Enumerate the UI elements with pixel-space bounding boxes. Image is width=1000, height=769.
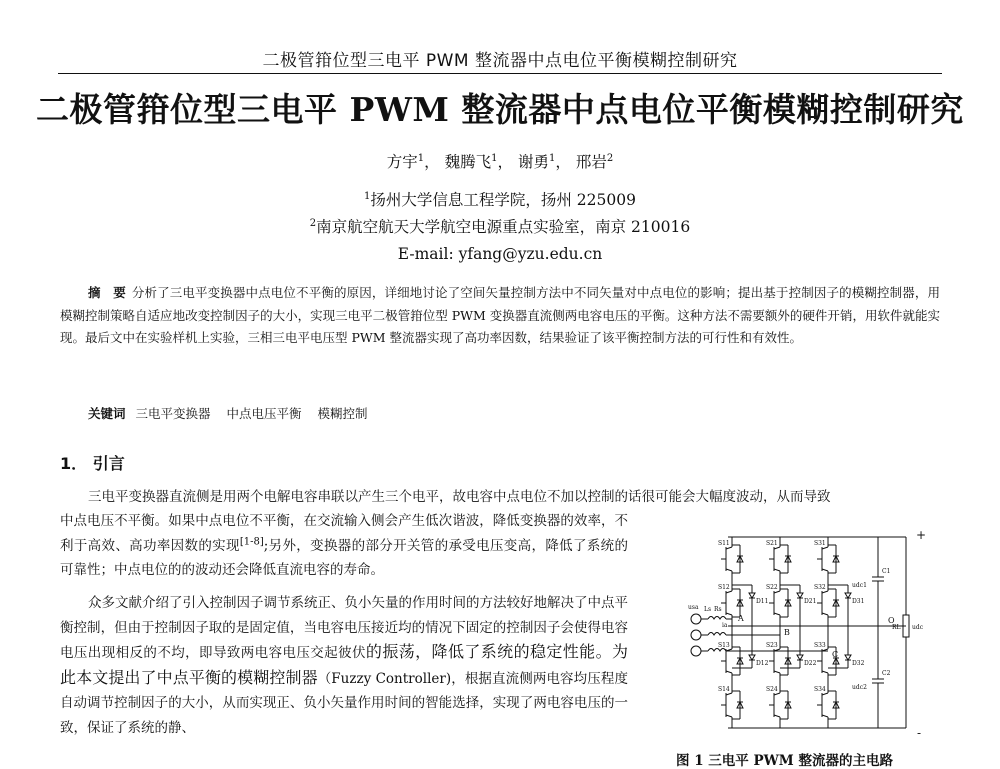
udc1-label: udc1 <box>852 582 867 589</box>
switch-label: S11 <box>718 540 730 547</box>
switch-emitter <box>726 671 732 673</box>
author-name: 魏腾飞 <box>444 153 492 171</box>
switch-emitter <box>774 569 780 571</box>
udc-label: udc <box>912 624 924 631</box>
diode-label: D32 <box>852 660 865 667</box>
c2-label: C2 <box>882 670 891 677</box>
para1-text-b: ;另外，变换器的部分开关管的承受电压变高，降低了系统的可靠性；中点电位的的波动还会降低直流电容的寿命。 <box>60 537 628 578</box>
author-name: 邢岩 <box>575 153 607 171</box>
switch-emitter <box>726 569 732 571</box>
paragraph-2 <box>60 591 628 740</box>
switch-emitter <box>822 569 828 571</box>
clamp-diode <box>797 655 803 660</box>
clamp-diode <box>845 593 851 598</box>
diode-label: D31 <box>852 598 865 605</box>
affil-text: 南京航空航天大学航空电源重点实验室，南京 210016 <box>316 218 691 236</box>
switch-emitter <box>822 671 828 673</box>
author-name: 方宇 <box>386 153 418 171</box>
switch-emitter <box>774 671 780 673</box>
udc2-label: udc2 <box>852 684 867 691</box>
inductor <box>708 633 726 636</box>
switch-label: S14 <box>718 686 730 693</box>
affil-mark: 1 <box>364 190 371 202</box>
abstract <box>60 282 940 350</box>
switch-emitter <box>774 715 780 717</box>
abstract-label: 摘 要 <box>88 285 126 300</box>
author-separator: ， <box>555 153 571 171</box>
citation: [1-8] <box>239 536 264 547</box>
keyword: 中点电压平衡 <box>226 406 302 421</box>
switch-label: S23 <box>766 642 778 649</box>
switch-label: S32 <box>814 584 826 591</box>
keywords <box>88 404 380 422</box>
paper-title: 二极管箝位型三电平 PWM 整流器中点电位平衡模糊控制研究 <box>36 90 964 129</box>
switch-label: S22 <box>766 584 778 591</box>
c1-label: C1 <box>882 568 891 575</box>
minus-label: - <box>917 726 922 740</box>
author-separator: ， <box>497 153 514 171</box>
section-number: 1． <box>60 454 88 473</box>
author-name: 谢勇 <box>517 153 549 171</box>
switch-emitter <box>822 613 828 615</box>
keywords-label: 关键词 <box>88 406 126 421</box>
switch-label: S13 <box>718 642 730 649</box>
switch-emitter <box>774 613 780 615</box>
diode-label: D21 <box>804 598 817 605</box>
para2-text-a: 众多文献介绍了引入控制因子调节系统正、负小矢量的作用时间的方法较好地解决了中点平衡控制，但由于控制因子取的是固定值，当电容电压接近均的情况下固定的控制因子会使得电容电压出现相反的不均，即导致两电容电压交起彼伏 <box>60 595 628 661</box>
keyword: 模糊控制 <box>317 406 368 421</box>
switch-label: S12 <box>718 584 730 591</box>
switch-collector <box>822 693 828 695</box>
keyword: 三电平变换器 <box>135 406 211 421</box>
paragraph-1-body <box>60 509 628 583</box>
three-level-rectifier-circuit <box>688 523 944 748</box>
header-rule <box>58 73 942 74</box>
para1-text-a: 中点电压不平衡。如果中点电位不平衡，在交流输入侧会产生低次谐波，降低变换器的效率，不利于高效、高功率因数的实现 <box>60 513 628 554</box>
affil-text: 扬州大学信息工程学院，扬州 225009 <box>370 191 636 209</box>
rl-label: RL <box>892 624 901 631</box>
switch-collector <box>822 547 828 549</box>
clamp-diode <box>749 655 755 660</box>
clamp-diode <box>845 655 851 660</box>
source-label: usa <box>688 604 699 611</box>
para2-text-b: （Fuzzy Controller)，根据直流侧两电容均压程度自动调节控制因子的大小，从而实现正、负小矢量作用时间的智能选择，实现了两电容电压的一致，保证了系统的静、 <box>60 670 628 736</box>
switch-collector <box>726 547 732 549</box>
ac-source <box>691 614 701 624</box>
node-a-label: A <box>738 614 744 623</box>
switch-collector <box>822 591 828 593</box>
switch-label: S21 <box>766 540 778 547</box>
para2-text-large: 的振荡，降低了系统的稳定性能。为此本文提出了中点平衡的模糊控制器 <box>60 642 628 687</box>
switch-emitter <box>726 613 732 615</box>
inductor <box>708 649 726 652</box>
switch-collector <box>774 547 780 549</box>
running-head: 二极管箝位型三电平 PWM 整流器中点电位平衡模糊控制研究 <box>262 51 738 71</box>
abstract-text: 分析了三电平变换器中点电位不平衡的原因，详细地讨论了空间矢量控制方法中不同矢量对中点电位的影响；提出基于控制因子的模糊控制器，用模糊控制策略自适应地改变控制因子的大小，实现三电平二极管箝位型 PWM 变换器直流侧两电容电压的平衡。这种方法不需要额外的硬件开销，用软件就能实现。最后文中在实验样机上实验，三相三电平电压型 PWM 整流器实现了高功率因数，结果验证了该平衡控制方法的可行性和有效性。 <box>60 285 940 345</box>
switch-collector <box>774 591 780 593</box>
node-b-label: B <box>784 628 790 637</box>
switch-label: S33 <box>814 642 826 649</box>
paragraph-1-first-line: 三电平变换器直流侧是用两个电解电容串联以产生三个电平，故电容中点电位不加以控制的话很可能会大幅度波动，从而导致 <box>88 489 831 505</box>
clamp-diode <box>749 593 755 598</box>
author-list <box>0 150 1000 172</box>
node-o-label: O <box>888 616 895 625</box>
author-separator: ， <box>424 153 440 171</box>
diode-label: D12 <box>756 660 769 667</box>
section-title: 引言 <box>92 454 125 473</box>
author-email: E-mail: yfang@yzu.edu.cn <box>397 245 603 263</box>
switch-collector <box>774 693 780 695</box>
clamp-diode <box>797 593 803 598</box>
resistor-label: Rs <box>714 606 722 613</box>
current-label: ia <box>722 622 728 629</box>
affiliation-1 <box>0 188 1000 210</box>
diode-label: D22 <box>804 660 817 667</box>
inductor-label: Ls <box>704 606 712 613</box>
ac-source <box>691 646 701 656</box>
switch-emitter <box>822 715 828 717</box>
figure-caption: 图 1 三电平 PWM 整流器的主电路 <box>676 753 893 769</box>
affiliation-2 <box>0 215 1000 237</box>
inductor <box>708 617 726 620</box>
section-heading <box>60 451 125 474</box>
affil-mark: 2 <box>309 217 317 229</box>
switch-emitter <box>726 715 732 717</box>
author-affil-mark: 1 <box>548 152 556 164</box>
switch-label: S34 <box>814 686 826 693</box>
node-c-label: C <box>832 650 839 659</box>
switch-label: S24 <box>766 686 778 693</box>
author-affil-mark: 2 <box>606 152 614 164</box>
switch-collector <box>726 591 732 593</box>
author-affil-mark: 1 <box>417 152 425 164</box>
switch-label: S31 <box>814 540 826 547</box>
switch-collector <box>726 693 732 695</box>
plus-label: + <box>916 528 927 542</box>
author-affil-mark: 1 <box>491 152 498 164</box>
ac-source <box>691 630 701 640</box>
circuit-figure <box>688 523 944 748</box>
diode-label: D11 <box>756 598 769 605</box>
